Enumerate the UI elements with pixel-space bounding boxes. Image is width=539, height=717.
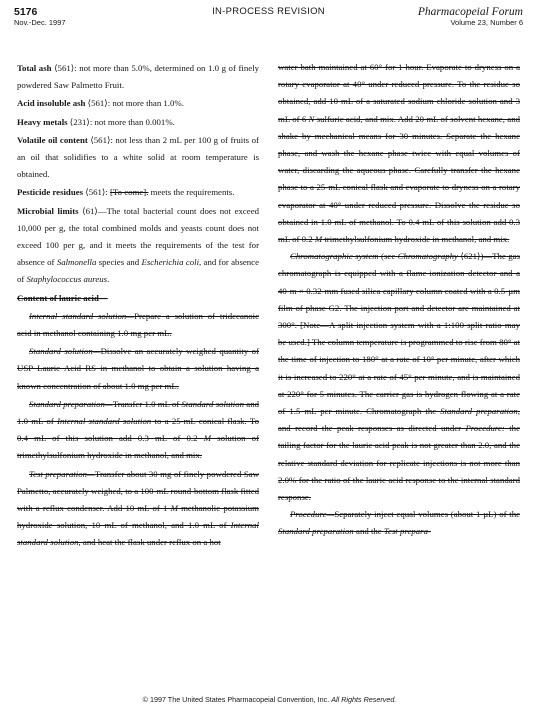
test-prep-ital-1: M	[170, 503, 178, 514]
left-column	[17, 60, 259, 552]
total-ash-text: ⟨561⟩: not more than 5.0%, determined on 1.0 g of finely powdered Saw Palmetto Fruit.	[17, 63, 259, 91]
procedure-text: Separately inject equal volumes (about 1 µL) of the	[334, 509, 520, 520]
microbial-text-3: , and for absence of	[17, 257, 259, 285]
heavy-metals-title: Heavy metals	[17, 116, 68, 127]
microbial-salmonella: Salmonella	[56, 257, 97, 268]
rights-text: All Rights Reserved.	[331, 695, 397, 704]
test-prep-text: Transfer about 30 mg of finely powdered Saw Palmetto, accurately weighed, to a 100-mL round-bottom flask fitted with a reflux condenser. Add 10 mL of 1	[17, 468, 260, 514]
procedure-label: Procedure—	[290, 509, 335, 520]
microbial-paragraph	[17, 203, 259, 289]
continued-text-3: trimethylsulfonium hydroxide in methanol, and mix.	[322, 234, 510, 245]
volume-number: Volume 23, Number 6	[450, 18, 523, 27]
volatile-oil-title: Volatile oil content	[17, 134, 88, 145]
header-right	[418, 6, 523, 27]
pesticide-title: Pesticide residues	[17, 187, 84, 198]
pesticide-text: ⟨561⟩:	[83, 187, 110, 198]
lauric-heading: Content of lauric acid—	[17, 292, 108, 303]
issue-date: Nov.-Dec. 1997	[14, 18, 66, 27]
internal-standard-text: Prepare a solution of tridecanoic acid in methanol containing 1.0 mg per mL.	[17, 310, 259, 339]
standard-solution-paragraph	[17, 343, 259, 395]
internal-standard-label: Internal standard solution—	[29, 310, 135, 321]
standard-prep-text-4: solution of trimethylsulfonium hydroxide in methanol, and mix.	[17, 433, 259, 461]
test-prep-text-2: methanolic potassium hydroxide solution, 10 mL of methanol, and 1.0 mL of	[17, 503, 259, 531]
test-prep-text-3: , and heat the flask under reflux on a hot	[78, 537, 221, 548]
standard-prep-ital-1: Standard solution	[181, 398, 245, 409]
standard-prep-ital-2: Internal standard solution	[57, 416, 152, 427]
microbial-text-2: species and	[96, 257, 142, 268]
volatile-oil-paragraph	[17, 132, 259, 184]
standard-prep-text-3: to a 25-mL conical flask. To 0.4 mL of this solution add 0.3 mL of 0.2	[17, 416, 260, 444]
standard-solution-text: Dissolve an accurately weighed quantity of USP Lauric Acid RS in methanol to obtain a solution having a known concentration of about 1.0 mg per mL.	[17, 346, 259, 391]
chromatographic-label: Chromatographic system	[290, 251, 379, 262]
procedure-text-2: and the	[353, 526, 384, 537]
pesticide-paragraph	[17, 184, 259, 201]
test-prep-ital-2: Internal standard solution	[17, 520, 259, 548]
pesticide-struck: [To come].	[109, 187, 149, 198]
standard-prep-label: Standard preparation—	[29, 398, 113, 409]
chromatographic-text: (see	[378, 251, 398, 262]
internal-standard-paragraph	[17, 308, 259, 342]
chromatographic-paragraph	[278, 248, 520, 506]
heavy-metals-paragraph	[17, 114, 259, 131]
lauric-heading-paragraph	[17, 290, 259, 307]
page-number: 5176	[14, 6, 38, 18]
chromatographic-text-3: , and record the peak responses as directed under	[278, 406, 520, 434]
pesticide-text-2: meets the requirements.	[148, 187, 235, 198]
chromatographic-text-4: the tailing factor for the lauric acid peak is not greater than 2.0, and the relative standard deviation for replicate injections is not more than 2.0% for the ratio of the lauric acid response to the internal standard response.	[278, 423, 520, 503]
microbial-staph: Staphylococcus aureus	[26, 274, 108, 285]
standard-prep-ital-3: M	[203, 433, 212, 444]
volatile-oil-text: ⟨561⟩: not less than 2 mL per 100 g of fruits of an oil that solidifies to a white solid at room temperature is obtained.	[17, 134, 259, 180]
total-ash-title: Total ash	[17, 63, 52, 73]
page-footer	[0, 695, 539, 704]
acid-ash-title: Acid insoluble ash	[17, 98, 86, 109]
continued-text: water bath maintained at 60° for 1 hour. Evaporate to dryness on a rotary evaporator at 40° under reduced pressure. To the residue so obtained, add 10 mL of a saturated sodium chloride solution and 3 mL of 6	[278, 62, 520, 124]
continued-ital-1: N	[308, 113, 315, 124]
continued-ital-2: M	[314, 234, 323, 245]
standard-prep-paragraph	[17, 396, 259, 465]
test-prep-label: Test preparation—	[29, 468, 95, 479]
microbial-text: ⟨61⟩—The total bacterial count does not exceed 10,000 per g, the total combined molds and yeasts count does not exceed 100 per g, and it meets the requirements of the test for absence of	[17, 205, 259, 268]
right-column	[278, 59, 520, 541]
standard-prep-text-2: and 1.0 mL of	[17, 398, 260, 427]
continued-text-2: sulfuric acid, and mix. Add 20 mL of solvent hexane, and shake by mechanical means for 30 minutes. Separate the hexane phase, and wash the hexane phase twice with equal volumes of water, discarding the aqueous phase. Carefully transfer the hexane phase to a 25-mL conical flask and evaporate to dryness on a rotary evaporator at 40° under reduced pressure. Dissolve the residue so obtained in 1.0 mL of methanol. To 0.4 mL of this solution add 0.3 mL of 0.2	[278, 113, 520, 245]
standard-prep-text: Transfer 1.0 mL of	[112, 398, 182, 409]
procedure-ital-2: Test prepara-	[383, 526, 431, 537]
procedure-paragraph	[278, 506, 520, 540]
microbial-text-4: .	[107, 274, 110, 285]
copyright-text: © 1997 The United States Pharmacopeial Convention, Inc.	[142, 695, 330, 704]
chromatographic-ital-2: Standard preparation	[440, 406, 518, 417]
heavy-metals-text: ⟨231⟩: not more than 0.001%.	[67, 116, 175, 127]
journal-title: Pharmacopeial Forum	[417, 6, 523, 18]
test-prep-paragraph	[17, 466, 259, 552]
chromatographic-text-2: ⟨621⟩)—The gas chromatograph is equipped with a flame-ionization detector and a 40-m × 0.32-mm fused silica capillary column coated with a 0.5-µm film of phase G2. The injection port and detector are maintained at 300°. [Note—A split injection system with a 1:100 split ratio may be used.] The column temperature is programmed to rise from 80° at the time of injection to 180° at a rate of 10° per minute, after which it is increased to 220° at a rate of 45° per minute, and is maintained at 220° for 5 minutes. The carrier gas is hydrogen flowing at a rate of 1.5 mL per minute. Chromatograph the	[278, 251, 521, 417]
chromatographic-ital-3: Procedure:	[465, 423, 505, 434]
chromatographic-ital-1: Chromatography	[397, 251, 458, 262]
section-title: IN-PROCESS REVISION	[212, 6, 325, 17]
microbial-title: Microbial limits	[17, 205, 79, 216]
standard-solution-label: Standard solution—	[29, 346, 101, 357]
microbial-ecoli: Escherichia coli	[141, 257, 200, 268]
total-ash-paragraph	[17, 60, 259, 94]
page-header	[14, 6, 523, 32]
procedure-ital-1: Standard preparation	[278, 526, 354, 537]
test-prep-continued-paragraph	[278, 59, 520, 248]
acid-ash-text: ⟨561⟩: not more than 1.0%.	[85, 98, 184, 109]
acid-ash-paragraph	[17, 95, 259, 112]
